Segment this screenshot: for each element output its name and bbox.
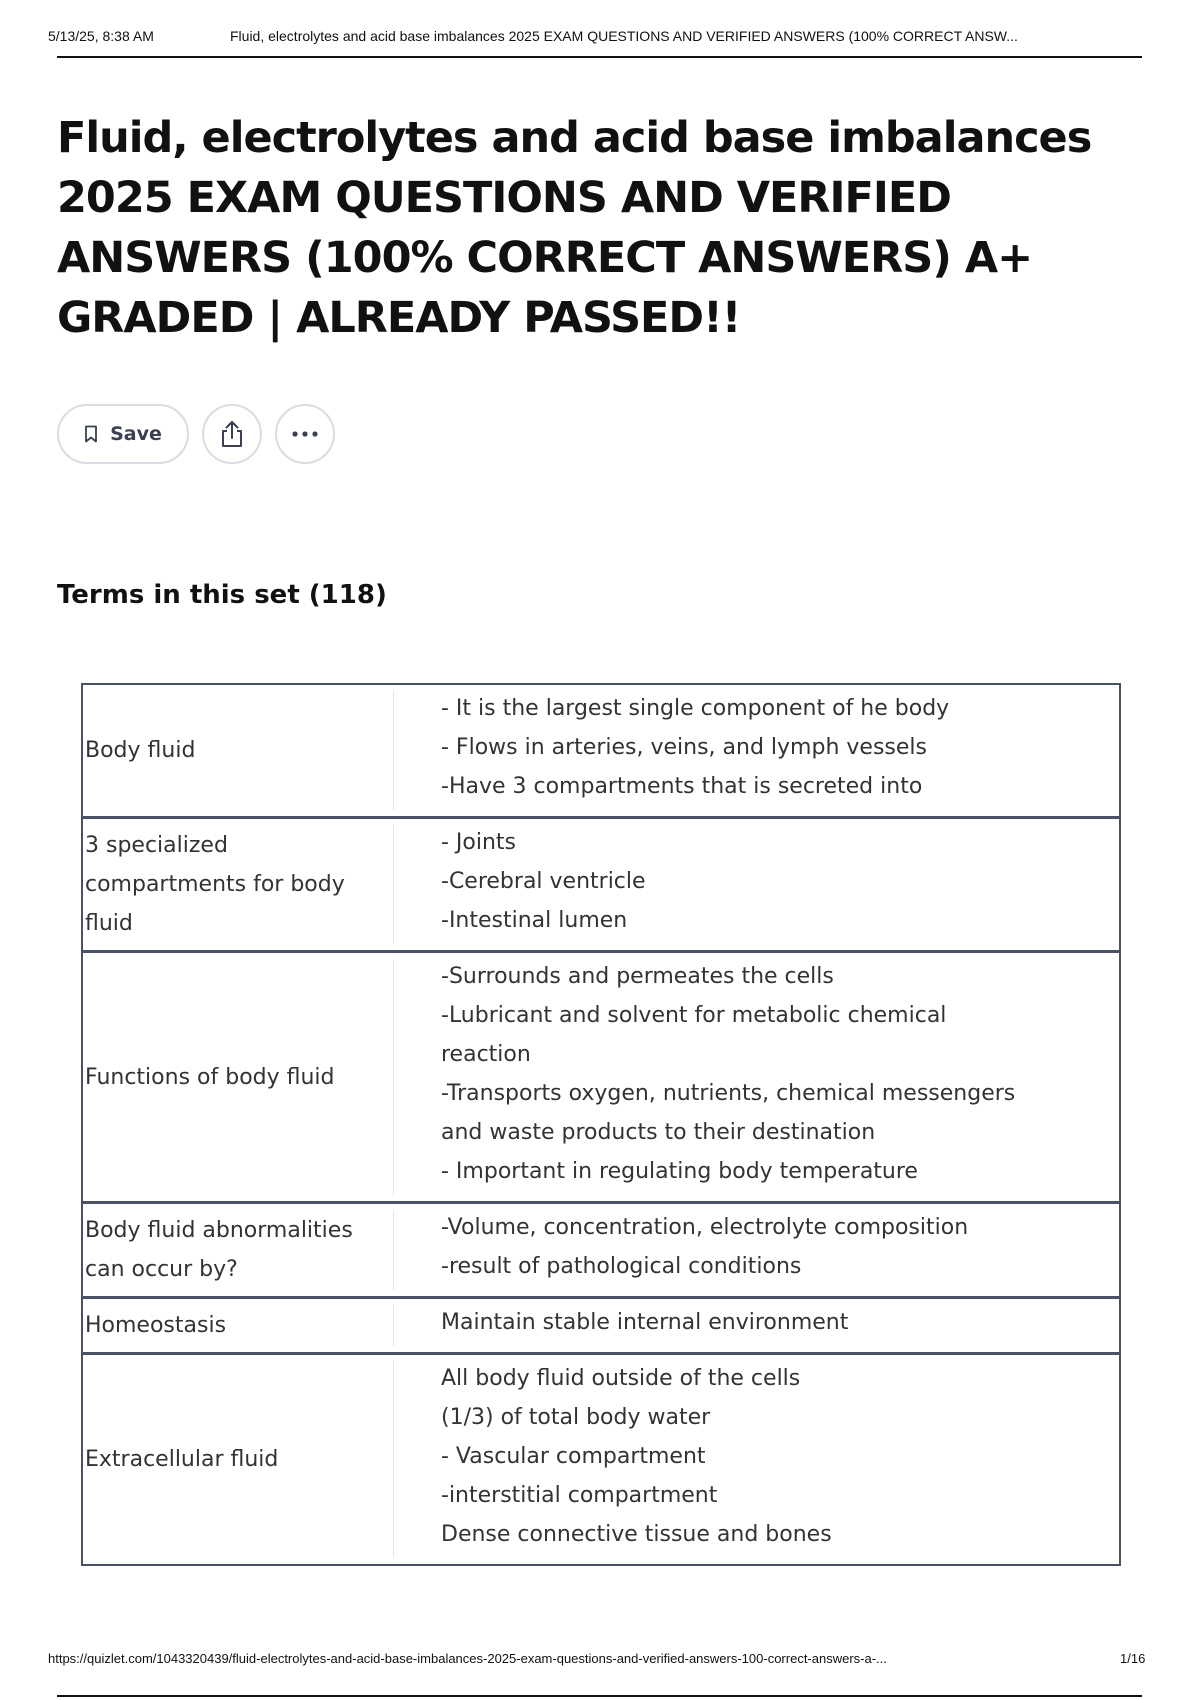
definition-line: Dense connective tissue and bones (441, 1522, 832, 1547)
definition-line: and waste products to their destination (441, 1120, 876, 1145)
term-text: Homeostasis (85, 1313, 227, 1338)
definition-line: - Important in regulating body temperature (441, 1159, 918, 1184)
column-divider (393, 1305, 394, 1346)
column-divider (393, 1361, 394, 1558)
definition (441, 819, 1119, 950)
definition-line: Maintain stable internal environment (441, 1310, 849, 1335)
definition-line: -result of pathological conditions (441, 1254, 802, 1279)
definition-line: -Intestinal lumen (441, 908, 628, 933)
definition (441, 685, 1119, 816)
page-title: Fluid, electrolytes and acid base imbalances 2025 EXAM QUESTIONS AND VERIFIED ANSWERS (100% CORRECT ANSWERS) A+ GRADED | ALREADY PASSED!! (57, 113, 1092, 343)
definition-line: (1/3) of total body water (441, 1405, 711, 1430)
definition-line: - It is the largest single component of he body (441, 696, 950, 721)
term-row (81, 1296, 1121, 1354)
footer-divider (57, 1695, 1142, 1697)
definition-line: -Cerebral ventricle (441, 869, 646, 894)
definition-line: -interstitial compartment (441, 1483, 718, 1508)
terms-heading: Terms in this set (118) (57, 580, 387, 610)
more-icon (291, 430, 319, 438)
terms-table (81, 683, 1121, 1566)
print-url: https://quizlet.com/1043320439/fluid-electrolytes-and-acid-base-imbalances-2025-exam-questions-and-verified-answers-100-correct-answers-a-... (48, 1651, 887, 1666)
column-divider (393, 691, 394, 810)
definition-line: - Joints (441, 830, 517, 855)
definition-line: -Transports oxygen, nutrients, chemical messengers (441, 1081, 1016, 1106)
definition-line: -Surrounds and permeates the cells (441, 964, 834, 989)
column-divider (393, 959, 394, 1195)
term-row (81, 950, 1121, 1203)
term-text: Functions of body fluid (85, 1064, 335, 1090)
term-text: Body fluid abnormalities can occur by? (85, 1218, 353, 1282)
bookmark-icon (84, 425, 98, 443)
term-row (81, 683, 1121, 818)
save-button-label: Save (110, 423, 162, 445)
definition-line: - Flows in arteries, veins, and lymph vessels (441, 735, 927, 760)
term-row (81, 816, 1121, 952)
print-doc-title: Fluid, electrolytes and acid base imbalances 2025 EXAM QUESTIONS AND VERIFIED ANSWERS (100% CORRECT ANSW... (230, 28, 1018, 44)
definition (441, 1355, 1119, 1564)
share-button[interactable] (202, 404, 262, 464)
column-divider (393, 825, 394, 944)
header-divider (57, 56, 1142, 58)
more-options-button[interactable] (275, 404, 335, 464)
column-divider (393, 1210, 394, 1290)
term-text: Extracellular fluid (85, 1447, 279, 1472)
print-date: 5/13/25, 8:38 AM (48, 28, 154, 44)
save-button[interactable] (57, 404, 189, 464)
term-row (81, 1201, 1121, 1298)
definition-line: -Have 3 compartments that is secreted into (441, 774, 923, 799)
term-row (81, 1352, 1121, 1566)
definition (441, 1299, 1119, 1352)
definition (441, 953, 1119, 1201)
definition-line: -Volume, concentration, electrolyte composition (441, 1215, 969, 1240)
definition-line: -Lubricant and solvent for metabolic chemical (441, 1003, 947, 1028)
definition-line: - Vascular compartment (441, 1444, 706, 1469)
print-page-number: 1/16 (1120, 1651, 1146, 1666)
definition-line: reaction (441, 1042, 531, 1067)
share-icon (219, 420, 245, 448)
definition (441, 1204, 1119, 1296)
definition-line: All body fluid outside of the cells (441, 1366, 801, 1391)
term-text: Body fluid (85, 738, 196, 763)
term-text: 3 specialized compartments for body fluid (85, 833, 345, 936)
